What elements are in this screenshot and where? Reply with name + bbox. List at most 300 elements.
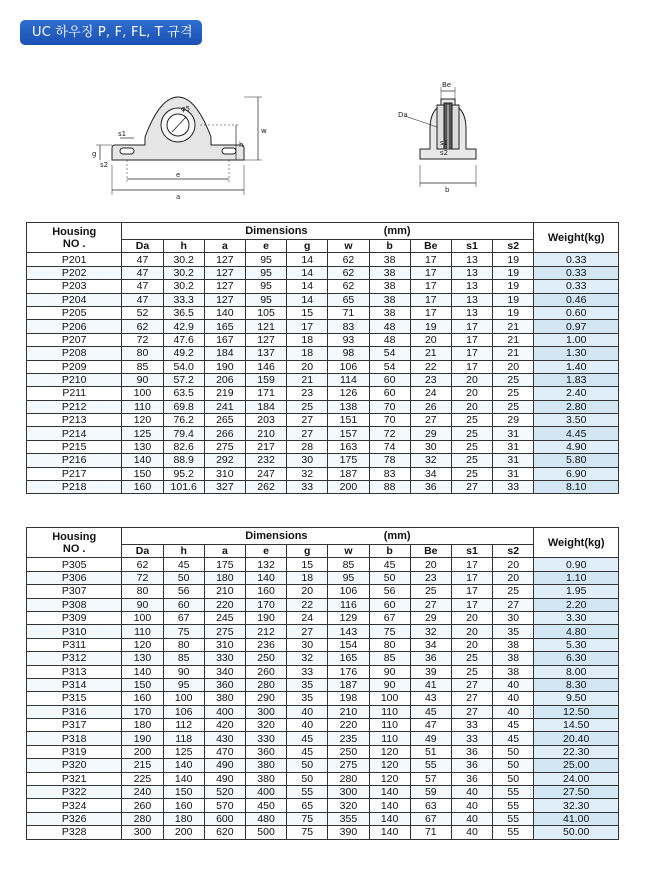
dimension-cell: 50 (493, 759, 534, 772)
weight-cell: 20.40 (534, 732, 619, 745)
housing-no-cell: P324 (27, 799, 122, 812)
dimension-cell: 262 (245, 481, 286, 494)
dimension-cell: 17 (410, 266, 451, 279)
dimension-cell: 520 (204, 786, 245, 799)
dimensions-header (122, 223, 534, 240)
dimension-cell: 21 (493, 320, 534, 333)
dimension-cell: 105 (245, 306, 286, 319)
dimension-cell: 25 (451, 652, 492, 665)
dimension-cell: 110 (369, 732, 410, 745)
dimension-cell: 17 (451, 360, 492, 373)
dimension-cell: 45 (369, 558, 410, 571)
dimension-cell: 100 (369, 692, 410, 705)
dimension-cell: 75 (287, 826, 328, 839)
dimension-cell: 25 (287, 400, 328, 413)
housing-header (27, 223, 122, 253)
weight-cell: 0.33 (534, 253, 619, 266)
dimension-cell: 30 (287, 638, 328, 651)
col-header-w: w (328, 545, 369, 558)
dimension-cell: 56 (369, 585, 410, 598)
dimension-cell: 219 (204, 387, 245, 400)
dimension-cell: 14 (287, 253, 328, 266)
dimension-cell: 110 (369, 705, 410, 718)
dimension-cell: 17 (410, 280, 451, 293)
dimension-cell: 27 (451, 678, 492, 691)
dimension-cell: 116 (328, 598, 369, 611)
housing-no-cell: P308 (27, 598, 122, 611)
weight-cell: 32.30 (534, 799, 619, 812)
dimension-cell: 21 (493, 333, 534, 346)
label-a: a (176, 193, 181, 201)
table-row (27, 786, 619, 799)
dimension-cell: 490 (204, 772, 245, 785)
weight-cell: 27.50 (534, 786, 619, 799)
dimension-cell: 47 (122, 253, 163, 266)
dimension-cell: 27 (287, 414, 328, 427)
weight-cell: 0.97 (534, 320, 619, 333)
dimension-cell: 33 (287, 665, 328, 678)
weight-cell: 4.45 (534, 427, 619, 440)
dimensions-unit: (mm) (383, 530, 411, 542)
dimension-cell: 112 (163, 719, 204, 732)
dimension-cell: 198 (328, 692, 369, 705)
housing-no-cell: P316 (27, 705, 122, 718)
dimension-cell: 30.2 (163, 266, 204, 279)
dimension-cell: 23 (410, 373, 451, 386)
dimension-cell: 163 (328, 440, 369, 453)
dimension-cell: 62 (328, 253, 369, 266)
dimension-cell: 190 (245, 611, 286, 624)
dimension-cell: 70 (369, 414, 410, 427)
dimension-cell: 95 (245, 253, 286, 266)
housing-no-cell: P317 (27, 719, 122, 732)
label-front-s2: s2 (440, 149, 449, 157)
dimension-cell: 175 (204, 558, 245, 571)
dimension-cell: 31 (493, 454, 534, 467)
housing-no-cell: P205 (27, 306, 122, 319)
dimension-cell: 45 (493, 732, 534, 745)
housing-no-cell: P306 (27, 571, 122, 584)
dimension-cell: 170 (122, 705, 163, 718)
housing-no-cell: P212 (27, 400, 122, 413)
label-da: Da (398, 111, 408, 119)
dimension-cell: 25 (451, 427, 492, 440)
dimensions-unit: (mm) (383, 225, 411, 237)
dimension-cell: 17 (410, 253, 451, 266)
dimension-cell: 33 (451, 732, 492, 745)
dimension-cell: 32 (410, 625, 451, 638)
col-header-be: Be (410, 545, 451, 558)
housing-no-cell: P210 (27, 373, 122, 386)
dimension-cell: 32 (410, 454, 451, 467)
table-row (27, 467, 619, 480)
dimension-cell: 190 (122, 732, 163, 745)
dimension-cell: 90 (122, 598, 163, 611)
dimension-cell: 210 (328, 705, 369, 718)
dimension-cell: 32 (287, 467, 328, 480)
weight-cell: 41.00 (534, 812, 619, 825)
dimension-cell: 28 (287, 440, 328, 453)
dimension-cell: 36 (410, 481, 451, 494)
dimension-cell: 450 (245, 799, 286, 812)
dimension-cell: 82.6 (163, 440, 204, 453)
weight-cell: 8.00 (534, 665, 619, 678)
dimension-cell: 320 (328, 799, 369, 812)
dimension-cell: 20 (451, 400, 492, 413)
col-header-e: e (245, 545, 286, 558)
dimension-cell: 45 (493, 719, 534, 732)
dimension-cell: 55 (287, 786, 328, 799)
dimension-cell: 17 (287, 320, 328, 333)
dimension-cell: 327 (204, 481, 245, 494)
dimension-cell: 38 (369, 253, 410, 266)
dimension-cell: 140 (369, 799, 410, 812)
dimension-cell: 62 (328, 266, 369, 279)
weight-cell: 24.00 (534, 772, 619, 785)
dimension-cell: 40 (493, 678, 534, 691)
weight-cell: 50.00 (534, 826, 619, 839)
dimension-cell: 23 (287, 387, 328, 400)
dimension-cell: 300 (122, 826, 163, 839)
dimension-cell: 27 (493, 598, 534, 611)
col-header-b: b (369, 240, 410, 253)
table-row (27, 253, 619, 266)
weight-cell: 2.20 (534, 598, 619, 611)
dimension-cell: 78 (369, 454, 410, 467)
dimension-cell: 120 (369, 759, 410, 772)
dimension-cell: 24 (410, 387, 451, 400)
dimension-cell: 200 (328, 481, 369, 494)
spec-table-p300 (26, 527, 619, 840)
dimension-cell: 290 (245, 692, 286, 705)
dimension-cell: 176 (328, 665, 369, 678)
weight-cell: 1.95 (534, 585, 619, 598)
table-row (27, 280, 619, 293)
dimension-cell: 355 (328, 812, 369, 825)
dimension-cell: 56 (163, 585, 204, 598)
dimension-cell: 36 (451, 745, 492, 758)
dimension-cell: 184 (204, 347, 245, 360)
dimension-cell: 95 (328, 571, 369, 584)
dimension-cell: 45 (287, 745, 328, 758)
dimension-cell: 310 (204, 638, 245, 651)
label-g: g (92, 150, 97, 158)
dimension-cell: 40 (287, 719, 328, 732)
dimension-cell: 190 (204, 360, 245, 373)
dimension-cell: 88 (369, 481, 410, 494)
dimension-cell: 110 (369, 719, 410, 732)
housing-no-cell: P309 (27, 611, 122, 624)
dimension-cell: 50 (163, 571, 204, 584)
dimension-cell: 90 (122, 373, 163, 386)
weight-cell: 1.30 (534, 347, 619, 360)
housing-no-cell: P209 (27, 360, 122, 373)
dimension-cell: 245 (204, 611, 245, 624)
dimension-cell: 31 (493, 440, 534, 453)
weight-cell: 3.30 (534, 611, 619, 624)
dimension-cell: 95 (245, 280, 286, 293)
weight-cell: 8.30 (534, 678, 619, 691)
label-s2: s2 (100, 161, 109, 169)
dimension-cell: 40 (287, 705, 328, 718)
housing-no-cell: P320 (27, 759, 122, 772)
dimension-cell: 20 (493, 558, 534, 571)
table-row (27, 347, 619, 360)
dimension-cell: 146 (245, 360, 286, 373)
dimension-cell: 50 (369, 571, 410, 584)
dimension-cell: 75 (163, 625, 204, 638)
dimension-cell: 54.0 (163, 360, 204, 373)
table-row (27, 598, 619, 611)
dimension-cell: 63 (410, 799, 451, 812)
dimension-cell: 52 (122, 306, 163, 319)
dimension-cell: 23 (410, 571, 451, 584)
dimension-cell: 106 (163, 705, 204, 718)
dimension-cell: 36 (410, 652, 451, 665)
dimension-cell: 210 (204, 585, 245, 598)
dimension-cell: 167 (204, 333, 245, 346)
dimension-cell: 25 (493, 373, 534, 386)
dimension-cell: 150 (122, 467, 163, 480)
dimension-cell: 130 (122, 440, 163, 453)
dimension-cell: 380 (245, 772, 286, 785)
dimension-cell: 118 (163, 732, 204, 745)
dimension-cell: 100 (122, 387, 163, 400)
dimension-cell: 175 (328, 454, 369, 467)
dimension-cell: 114 (328, 373, 369, 386)
table-row (27, 414, 619, 427)
housing-no-cell: P313 (27, 665, 122, 678)
dimension-cell: 260 (245, 665, 286, 678)
label-front-s1: s1 (440, 139, 449, 147)
dimension-cell: 49 (410, 732, 451, 745)
weight-cell: 1.40 (534, 360, 619, 373)
dimension-cell: 27 (451, 692, 492, 705)
dimension-cell: 83 (369, 467, 410, 480)
dimension-cell: 55 (410, 759, 451, 772)
housing-no-cell: P321 (27, 772, 122, 785)
table-row (27, 826, 619, 839)
dimension-cell: 165 (328, 652, 369, 665)
dimension-cell: 47.6 (163, 333, 204, 346)
dimension-cell: 17 (451, 558, 492, 571)
col-header-e: e (245, 240, 286, 253)
dimension-cell: 95.2 (163, 467, 204, 480)
housing-header-line1: Housing (52, 530, 97, 543)
dimension-cell: 50 (287, 759, 328, 772)
dimension-cell: 90 (163, 665, 204, 678)
housing-diagrams (0, 75, 645, 205)
weight-cell: 0.33 (534, 266, 619, 279)
col-header-g: g (287, 240, 328, 253)
dimension-cell: 35 (287, 678, 328, 691)
dimension-cell: 160 (122, 692, 163, 705)
col-header-s2: s2 (493, 545, 534, 558)
table-row (27, 400, 619, 413)
dimension-cell: 20 (287, 585, 328, 598)
page-title-badge (20, 20, 202, 45)
dimension-cell: 106 (328, 585, 369, 598)
dimension-cell: 129 (328, 611, 369, 624)
dimension-cell: 160 (245, 585, 286, 598)
table-row (27, 638, 619, 651)
table-row (27, 705, 619, 718)
dimensions-header (122, 528, 534, 545)
table-row (27, 440, 619, 453)
dimension-cell: 27 (287, 427, 328, 440)
dimension-cell: 17 (451, 585, 492, 598)
dimension-cell: 30.2 (163, 280, 204, 293)
dimension-cell: 140 (369, 812, 410, 825)
dimension-cell: 300 (245, 705, 286, 718)
dimension-cell: 29 (410, 611, 451, 624)
weight-header: Weight(kg) (534, 223, 619, 253)
dimension-cell: 266 (204, 427, 245, 440)
dimension-cell: 18 (287, 347, 328, 360)
weight-cell: 1.00 (534, 333, 619, 346)
dimension-cell: 80 (122, 347, 163, 360)
dimension-cell: 127 (204, 266, 245, 279)
housing-no-cell: P319 (27, 745, 122, 758)
housing-header-line1: Housing (52, 225, 97, 238)
dimension-cell: 13 (451, 293, 492, 306)
dimension-cell: 292 (204, 454, 245, 467)
col-header-h: h (163, 545, 204, 558)
housing-no-cell: P214 (27, 427, 122, 440)
dimension-cell: 180 (122, 719, 163, 732)
dimension-cell: 570 (204, 799, 245, 812)
dimension-cell: 54 (369, 347, 410, 360)
dimension-cell: 70 (369, 400, 410, 413)
dimension-cell: 30.2 (163, 253, 204, 266)
dimension-cell: 74 (369, 440, 410, 453)
dimension-cell: 55 (493, 812, 534, 825)
dimension-cell: 25 (451, 414, 492, 427)
table-row (27, 306, 619, 319)
dimensions-title: Dimensions (245, 225, 308, 237)
dimension-cell: 100 (163, 692, 204, 705)
dimension-cell: 165 (204, 320, 245, 333)
dimension-cell: 47 (122, 266, 163, 279)
dimension-cell: 88.9 (163, 454, 204, 467)
table-row (27, 652, 619, 665)
housing-no-cell: P211 (27, 387, 122, 400)
table-row (27, 665, 619, 678)
table-row (27, 427, 619, 440)
dimension-cell: 20 (451, 625, 492, 638)
housing-no-cell: P218 (27, 481, 122, 494)
housing-no-cell: P204 (27, 293, 122, 306)
dimension-cell: 13 (451, 280, 492, 293)
dimension-cell: 38 (493, 638, 534, 651)
label-w: w (261, 127, 267, 135)
dimension-cell: 620 (204, 826, 245, 839)
dimension-cell: 17 (451, 320, 492, 333)
weight-cell: 0.46 (534, 293, 619, 306)
dimension-cell: 280 (122, 812, 163, 825)
dimension-cell: 76.2 (163, 414, 204, 427)
dimension-cell: 127 (204, 253, 245, 266)
dimension-cell: 200 (122, 745, 163, 758)
table-row (27, 692, 619, 705)
housing-no-cell: P322 (27, 786, 122, 799)
dimension-cell: 35 (493, 625, 534, 638)
dimension-cell: 360 (204, 678, 245, 691)
housing-header-line2: NO . (62, 237, 86, 250)
housing-no-cell: P311 (27, 638, 122, 651)
dimension-cell: 490 (204, 759, 245, 772)
dimension-cell: 19 (410, 320, 451, 333)
table-row (27, 772, 619, 785)
dimension-cell: 125 (122, 427, 163, 440)
dimension-cell: 330 (204, 652, 245, 665)
dimension-cell: 49.2 (163, 347, 204, 360)
dimension-cell: 85 (163, 652, 204, 665)
page-title: UC 하우징 P, F, FL, T 규격 (32, 25, 193, 40)
dimensions-title: Dimensions (245, 530, 308, 542)
dimension-cell: 140 (369, 786, 410, 799)
dimension-cell: 154 (328, 638, 369, 651)
dimension-cell: 41 (410, 678, 451, 691)
dimension-cell: 400 (204, 705, 245, 718)
dimension-cell: 72 (122, 333, 163, 346)
dimension-cell: 106 (328, 360, 369, 373)
dimension-cell: 17 (410, 306, 451, 319)
dimension-cell: 34 (410, 638, 451, 651)
dimension-cell: 203 (245, 414, 286, 427)
dimension-cell: 79.4 (163, 427, 204, 440)
dimension-cell: 247 (245, 467, 286, 480)
weight-header: Weight(kg) (534, 528, 619, 558)
dimension-cell: 21 (493, 347, 534, 360)
dimension-cell: 110 (122, 625, 163, 638)
dimension-cell: 62 (122, 558, 163, 571)
dimension-cell: 132 (245, 558, 286, 571)
table-row (27, 454, 619, 467)
dimension-cell: 33 (493, 481, 534, 494)
dimension-cell: 20 (451, 638, 492, 651)
dimension-cell: 232 (245, 454, 286, 467)
housing-header (27, 528, 122, 558)
housing-no-cell: P208 (27, 347, 122, 360)
dimension-cell: 187 (328, 678, 369, 691)
table-row (27, 373, 619, 386)
dimension-cell: 80 (122, 585, 163, 598)
dimension-cell: 40 (451, 826, 492, 839)
housing-no-cell: P326 (27, 812, 122, 825)
dimension-cell: 83 (328, 320, 369, 333)
dimension-cell: 150 (122, 678, 163, 691)
dimension-cell: 55 (493, 786, 534, 799)
dimension-cell: 51 (410, 745, 451, 758)
dimension-cell: 275 (328, 759, 369, 772)
dimension-cell: 275 (204, 440, 245, 453)
dimension-cell: 67 (410, 812, 451, 825)
dimension-cell: 38 (369, 280, 410, 293)
dimension-cell: 38 (493, 665, 534, 678)
label-phi5: φ5 (181, 105, 191, 113)
table-row (27, 585, 619, 598)
label-s1: s1 (118, 130, 127, 138)
dimension-cell: 90 (369, 678, 410, 691)
dimension-cell: 71 (410, 826, 451, 839)
dimension-cell: 25 (451, 440, 492, 453)
dimension-cell: 220 (328, 719, 369, 732)
dimension-cell: 27 (451, 705, 492, 718)
dimension-cell: 170 (245, 598, 286, 611)
label-be: Be (442, 81, 452, 89)
housing-no-cell: P328 (27, 826, 122, 839)
